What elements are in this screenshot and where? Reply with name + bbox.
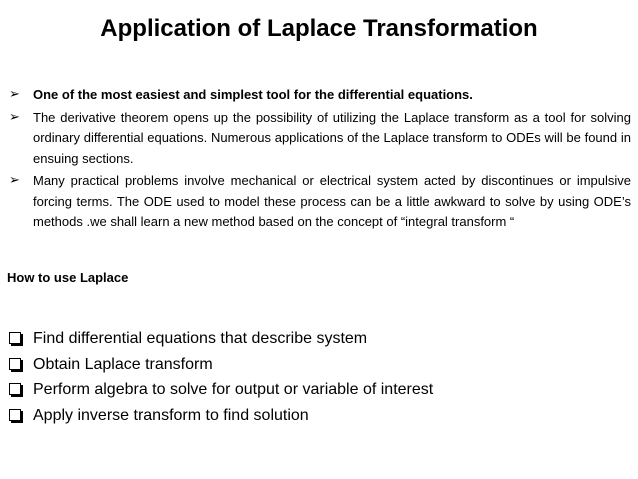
- bullet-text: The derivative theorem opens up the possibility of utilizing the Laplace transform as a tool for solving ordinary differential equations. Numerous applications of the Laplace transform to ODEs will be found in ensuing sections.: [33, 109, 631, 166]
- step-item: [7, 403, 433, 429]
- step-item: [7, 352, 433, 378]
- how-to-heading: How to use Laplace: [7, 270, 129, 285]
- step-text: Perform algebra to solve for output or variable of interest: [33, 381, 434, 398]
- checkbox-icon: [9, 383, 21, 395]
- checkbox-icon: [9, 358, 21, 370]
- step-item: [7, 377, 433, 403]
- steps-list: [7, 326, 433, 428]
- checkbox-icon: [9, 409, 21, 421]
- step-item: [7, 326, 433, 352]
- step-text: Obtain Laplace transform: [33, 355, 213, 373]
- arrow-bullet-icon: ➢: [9, 87, 20, 102]
- bullet-text: Many practical problems involve mechanical or electrical system acted by discontinues or impulsive forcing terms. The ODE used to model these process can be a little awkward to solve by using ODE’s methods .we shall learn a new method based on the concept of “integral transform “: [33, 173, 631, 229]
- bullet-text: One of the most easiest and simplest tool for the differential equations.: [33, 87, 473, 102]
- bullet-item: [9, 171, 631, 233]
- arrow-bullet-icon: ➢: [9, 109, 20, 125]
- bullet-item: [9, 108, 631, 170]
- bullet-item: [9, 85, 631, 106]
- arrow-bullet-icon: ➢: [9, 173, 20, 188]
- step-text: Apply inverse transform to find solution: [33, 406, 309, 424]
- slide-title: Application of Laplace Transformation: [100, 15, 538, 42]
- step-text: Find differential equations that describe system: [33, 330, 368, 347]
- bullet-list: [9, 85, 631, 235]
- checkbox-icon: [9, 332, 21, 344]
